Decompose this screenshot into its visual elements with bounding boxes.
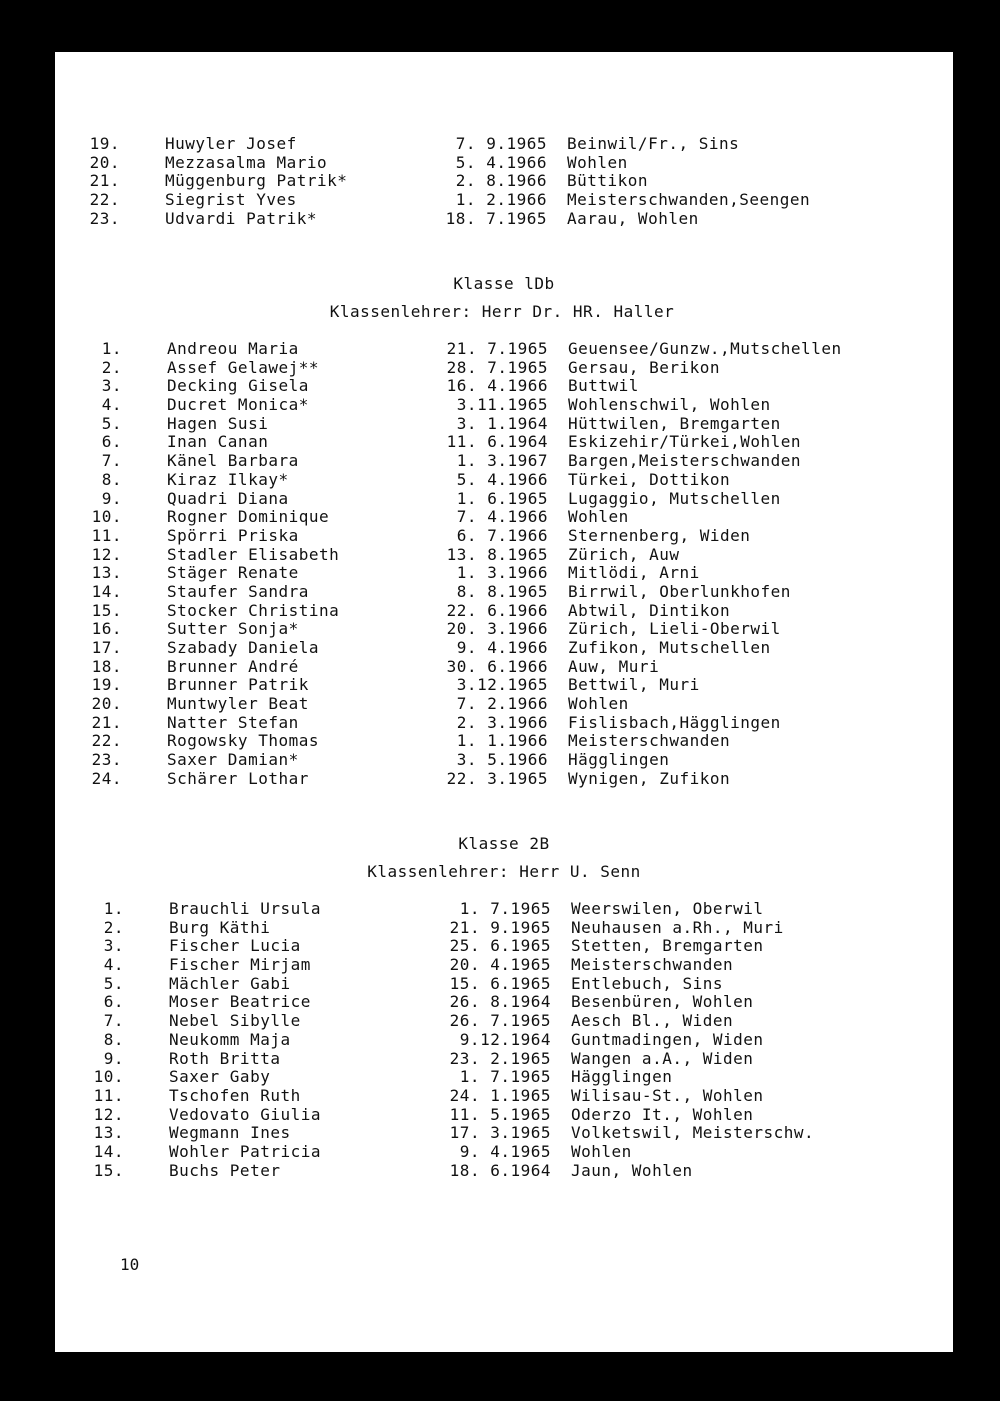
origin-residence: Meisterschwanden,Seengen: [567, 190, 811, 210]
student-name: Inan Canan: [167, 432, 269, 452]
row-number: 18.: [91, 656, 122, 676]
row-number: 11.: [93, 1085, 124, 1105]
student-name: Sutter Sonja*: [167, 619, 299, 639]
table-row: [55, 415, 953, 434]
student-name: Stadler Elisabeth: [167, 544, 340, 564]
student-name: Buchs Peter: [169, 1160, 281, 1180]
row-number: 13.: [91, 563, 122, 583]
row-number: 20.: [91, 694, 122, 714]
birth-date: 1. 3.1966: [456, 563, 548, 583]
origin-residence: Wynigen, Zufikon: [568, 768, 731, 788]
table-row: [55, 658, 953, 677]
student-name: Saxer Damian*: [167, 750, 299, 770]
table-row: [55, 714, 953, 733]
class-title-1db: Klasse lDb: [453, 274, 555, 293]
student-name: Huwyler Josef: [165, 134, 297, 153]
table-row: [55, 172, 953, 191]
birth-date: 30. 6.1966: [446, 656, 548, 676]
origin-residence: Lugaggio, Mutschellen: [568, 488, 781, 508]
page-number: 10: [120, 1255, 140, 1274]
birth-date: 1. 3.1967: [456, 451, 548, 471]
origin-residence: Mitlödi, Arni: [568, 563, 700, 583]
class-list-1da-continued: [55, 135, 953, 228]
student-name: Udvardi Patrik*: [165, 208, 317, 228]
row-number: 5.: [101, 413, 122, 433]
table-row: [55, 1087, 953, 1106]
origin-residence: Bettwil, Muri: [568, 675, 700, 695]
birth-date: 11. 5.1965: [449, 1104, 551, 1124]
student-name: Müggenburg Patrik*: [165, 171, 348, 191]
row-number: 4.: [101, 395, 122, 415]
birth-date: 3. 1.1964: [456, 413, 548, 433]
student-name: Staufer Sandra: [167, 581, 309, 601]
table-row: [55, 1162, 953, 1181]
birth-date: 13. 8.1965: [446, 544, 548, 564]
origin-residence: Wohlen: [568, 694, 629, 714]
birth-date: 9. 4.1965: [459, 1141, 551, 1161]
table-row: [55, 527, 953, 546]
table-row: [55, 210, 953, 229]
table-row: [55, 937, 953, 956]
student-name: Assef Gelawej**: [167, 357, 319, 377]
student-name: Fischer Mirjam: [169, 955, 311, 975]
table-row: [55, 975, 953, 994]
row-number: 7.: [103, 1011, 124, 1031]
class-teacher-2b: Klassenlehrer: Herr U. Senn: [367, 862, 641, 881]
student-name: Moser Beatrice: [169, 992, 311, 1012]
birth-date: 23. 2.1965: [449, 1048, 551, 1068]
birth-date: 7. 2.1966: [456, 694, 548, 714]
table-row: [55, 546, 953, 565]
birth-date: 3.12.1965: [456, 675, 548, 695]
origin-residence: Zürich, Lieli-Oberwil: [568, 619, 781, 639]
origin-residence: Auw, Muri: [568, 656, 660, 676]
birth-date: 3. 5.1966: [456, 750, 548, 770]
student-name: Wohler Patricia: [169, 1141, 321, 1161]
table-row: [55, 695, 953, 714]
table-row: [55, 452, 953, 471]
origin-residence: Zürich, Auw: [568, 544, 680, 564]
origin-residence: Aesch Bl., Widen: [571, 1011, 734, 1031]
student-name: Decking Gisela: [167, 376, 309, 396]
table-row: [55, 620, 953, 639]
table-row: [55, 751, 953, 770]
row-number: 19.: [89, 134, 120, 153]
student-name: Fischer Lucia: [169, 936, 301, 956]
student-name: Tschofen Ruth: [169, 1085, 301, 1105]
student-name: Hagen Susi: [167, 413, 269, 433]
birth-date: 2. 3.1966: [456, 712, 548, 732]
student-name: Neukomm Maja: [169, 1029, 291, 1049]
row-number: 6.: [101, 432, 122, 452]
origin-residence: Weerswilen, Oberwil: [571, 899, 764, 918]
table-row: [55, 490, 953, 509]
student-name: Brauchli Ursula: [169, 899, 321, 918]
document-page: [55, 52, 953, 1352]
birth-date: 16. 4.1966: [446, 376, 548, 396]
student-name: Stäger Renate: [167, 563, 299, 583]
birth-date: 25. 6.1965: [449, 936, 551, 956]
birth-date: 9.12.1964: [459, 1029, 551, 1049]
student-name: Mächler Gabi: [169, 973, 291, 993]
table-row: [55, 433, 953, 452]
origin-residence: Wohlen: [571, 1141, 632, 1161]
row-number: 15.: [91, 600, 122, 620]
birth-date: 6. 7.1966: [456, 525, 548, 545]
row-number: 20.: [89, 152, 120, 172]
row-number: 13.: [93, 1123, 124, 1143]
birth-date: 1. 7.1965: [459, 1067, 551, 1087]
origin-residence: Wohlen: [568, 507, 629, 527]
row-number: 21.: [89, 171, 120, 191]
table-row: [55, 1068, 953, 1087]
birth-date: 5. 4.1966: [456, 469, 548, 489]
origin-residence: Guntmadingen, Widen: [571, 1029, 764, 1049]
student-name: Muntwyler Beat: [167, 694, 309, 714]
student-name: Saxer Gaby: [169, 1067, 271, 1087]
table-row: [55, 1050, 953, 1069]
student-name: Szabady Daniela: [167, 638, 319, 657]
table-row: [55, 676, 953, 695]
birth-date: 8. 8.1965: [456, 581, 548, 601]
row-number: 2.: [101, 357, 122, 377]
table-row: [55, 1143, 953, 1162]
student-name: Stocker Christina: [167, 600, 340, 620]
student-name: Wegmann Ines: [169, 1123, 291, 1143]
table-row: [55, 770, 953, 789]
table-row: [55, 956, 953, 975]
origin-residence: Aarau, Wohlen: [567, 208, 699, 228]
class-list-2b: [55, 900, 953, 1180]
student-name: Natter Stefan: [167, 712, 299, 732]
origin-residence: Neuhausen a.Rh., Muri: [571, 917, 784, 937]
birth-date: 1. 1.1966: [456, 731, 548, 751]
student-name: Brunner Patrik: [167, 675, 309, 695]
table-row: [55, 154, 953, 173]
student-name: Burg Käthi: [169, 917, 271, 937]
origin-residence: Besenbüren, Wohlen: [571, 992, 754, 1012]
birth-date: 18. 7.1965: [445, 208, 547, 228]
row-number: 10.: [91, 507, 122, 527]
row-number: 5.: [103, 973, 124, 993]
birth-date: 3.11.1965: [456, 395, 548, 415]
table-row: [55, 377, 953, 396]
birth-date: 24. 1.1965: [449, 1085, 551, 1105]
birth-date: 5. 4.1966: [455, 152, 547, 172]
origin-residence: Beinwil/Fr., Sins: [567, 134, 740, 153]
origin-residence: Gersau, Berikon: [568, 357, 720, 377]
student-name: Roth Britta: [169, 1048, 281, 1068]
origin-residence: Abtwil, Dintikon: [568, 600, 731, 620]
student-name: Vedovato Giulia: [169, 1104, 321, 1124]
row-number: 12.: [93, 1104, 124, 1124]
table-row: [55, 340, 953, 359]
origin-residence: Stetten, Bremgarten: [571, 936, 764, 956]
origin-residence: Geuensee/Gunzw.,Mutschellen: [568, 339, 842, 358]
row-number: 24.: [91, 768, 122, 788]
birth-date: 28. 7.1965: [446, 357, 548, 377]
origin-residence: Fislisbach,Hägglingen: [568, 712, 781, 732]
birth-date: 21. 9.1965: [449, 917, 551, 937]
table-row: [55, 900, 953, 919]
table-row: [55, 564, 953, 583]
row-number: 22.: [89, 190, 120, 210]
table-row: [55, 191, 953, 210]
birth-date: 9. 4.1966: [456, 638, 548, 657]
origin-residence: Wohlen: [567, 152, 628, 172]
student-name: Siegrist Yves: [165, 190, 297, 210]
student-name: Känel Barbara: [167, 451, 299, 471]
table-row: [55, 583, 953, 602]
birth-date: 20. 3.1966: [446, 619, 548, 639]
origin-residence: Buttwil: [568, 376, 639, 396]
origin-residence: Jaun, Wohlen: [571, 1160, 693, 1180]
birth-date: 26. 7.1965: [449, 1011, 551, 1031]
student-name: Kiraz Ilkay*: [167, 469, 289, 489]
table-row: [55, 732, 953, 751]
table-row: [55, 1012, 953, 1031]
row-number: 10.: [93, 1067, 124, 1087]
row-number: 9.: [101, 488, 122, 508]
student-name: Ducret Monica*: [167, 395, 309, 415]
row-number: 8.: [101, 469, 122, 489]
birth-date: 17. 3.1965: [449, 1123, 551, 1143]
origin-residence: Hägglingen: [571, 1067, 673, 1087]
table-row: [55, 602, 953, 621]
birth-date: 21. 7.1965: [446, 339, 548, 358]
row-number: 21.: [91, 712, 122, 732]
birth-date: 11. 6.1964: [446, 432, 548, 452]
birth-date: 1. 6.1965: [456, 488, 548, 508]
row-number: 8.: [103, 1029, 124, 1049]
birth-date: 22. 6.1966: [446, 600, 548, 620]
row-number: 1.: [101, 339, 122, 358]
student-name: Rogner Dominique: [167, 507, 330, 527]
origin-residence: Eskizehir/Türkei,Wohlen: [568, 432, 802, 452]
origin-residence: Sternenberg, Widen: [568, 525, 751, 545]
student-name: Spörri Priska: [167, 525, 299, 545]
student-name: Rogowsky Thomas: [167, 731, 319, 751]
birth-date: 7. 4.1966: [456, 507, 548, 527]
origin-residence: Büttikon: [567, 171, 649, 191]
birth-date: 2. 8.1966: [455, 171, 547, 191]
table-row: [55, 993, 953, 1012]
table-row: [55, 471, 953, 490]
student-name: Andreou Maria: [167, 339, 299, 358]
origin-residence: Volketswil, Meisterschw.: [571, 1123, 815, 1143]
table-row: [55, 1106, 953, 1125]
origin-residence: Meisterschwanden: [571, 955, 734, 975]
table-row: [55, 359, 953, 378]
student-name: Nebel Sibylle: [169, 1011, 301, 1031]
row-number: 9.: [103, 1048, 124, 1068]
row-number: 22.: [91, 731, 122, 751]
origin-residence: Zufikon, Mutschellen: [568, 638, 771, 657]
row-number: 11.: [91, 525, 122, 545]
class-list-1db: [55, 340, 953, 789]
origin-residence: Wangen a.A., Widen: [571, 1048, 754, 1068]
table-row: [55, 639, 953, 658]
row-number: 2.: [103, 917, 124, 937]
origin-residence: Entlebuch, Sins: [571, 973, 723, 993]
table-row: [55, 396, 953, 415]
row-number: 4.: [103, 955, 124, 975]
class-title-2b: Klasse 2B: [458, 834, 550, 853]
row-number: 14.: [93, 1141, 124, 1161]
birth-date: 15. 6.1965: [449, 973, 551, 993]
origin-residence: Oderzo It., Wohlen: [571, 1104, 754, 1124]
row-number: 16.: [91, 619, 122, 639]
row-number: 15.: [93, 1160, 124, 1180]
row-number: 12.: [91, 544, 122, 564]
class-teacher-1db: Klassenlehrer: Herr Dr. HR. Haller: [329, 302, 675, 321]
origin-residence: Wilisau-St., Wohlen: [571, 1085, 764, 1105]
row-number: 23.: [91, 750, 122, 770]
birth-date: 7. 9.1965: [455, 134, 547, 153]
row-number: 3.: [101, 376, 122, 396]
birth-date: 1. 7.1965: [459, 899, 551, 918]
origin-residence: Hägglingen: [568, 750, 670, 770]
row-number: 1.: [103, 899, 124, 918]
birth-date: 22. 3.1965: [446, 768, 548, 788]
birth-date: 18. 6.1964: [449, 1160, 551, 1180]
table-row: [55, 1031, 953, 1050]
origin-residence: Meisterschwanden: [568, 731, 731, 751]
row-number: 17.: [91, 638, 122, 657]
student-name: Schärer Lothar: [167, 768, 309, 788]
row-number: 3.: [103, 936, 124, 956]
row-number: 6.: [103, 992, 124, 1012]
origin-residence: Hüttwilen, Bremgarten: [568, 413, 781, 433]
table-row: [55, 508, 953, 527]
row-number: 14.: [91, 581, 122, 601]
student-name: Mezzasalma Mario: [165, 152, 328, 172]
row-number: 7.: [101, 451, 122, 471]
student-name: Quadri Diana: [167, 488, 289, 508]
origin-residence: Birrwil, Oberlunkhofen: [568, 581, 791, 601]
birth-date: 26. 8.1964: [449, 992, 551, 1012]
table-row: [55, 1124, 953, 1143]
row-number: 19.: [91, 675, 122, 695]
origin-residence: Bargen,Meisterschwanden: [568, 451, 802, 471]
table-row: [55, 135, 953, 154]
birth-date: 20. 4.1965: [449, 955, 551, 975]
student-name: Brunner André: [167, 656, 299, 676]
table-row: [55, 919, 953, 938]
row-number: 23.: [89, 208, 120, 228]
birth-date: 1. 2.1966: [455, 190, 547, 210]
origin-residence: Wohlenschwil, Wohlen: [568, 395, 771, 415]
origin-residence: Türkei, Dottikon: [568, 469, 731, 489]
